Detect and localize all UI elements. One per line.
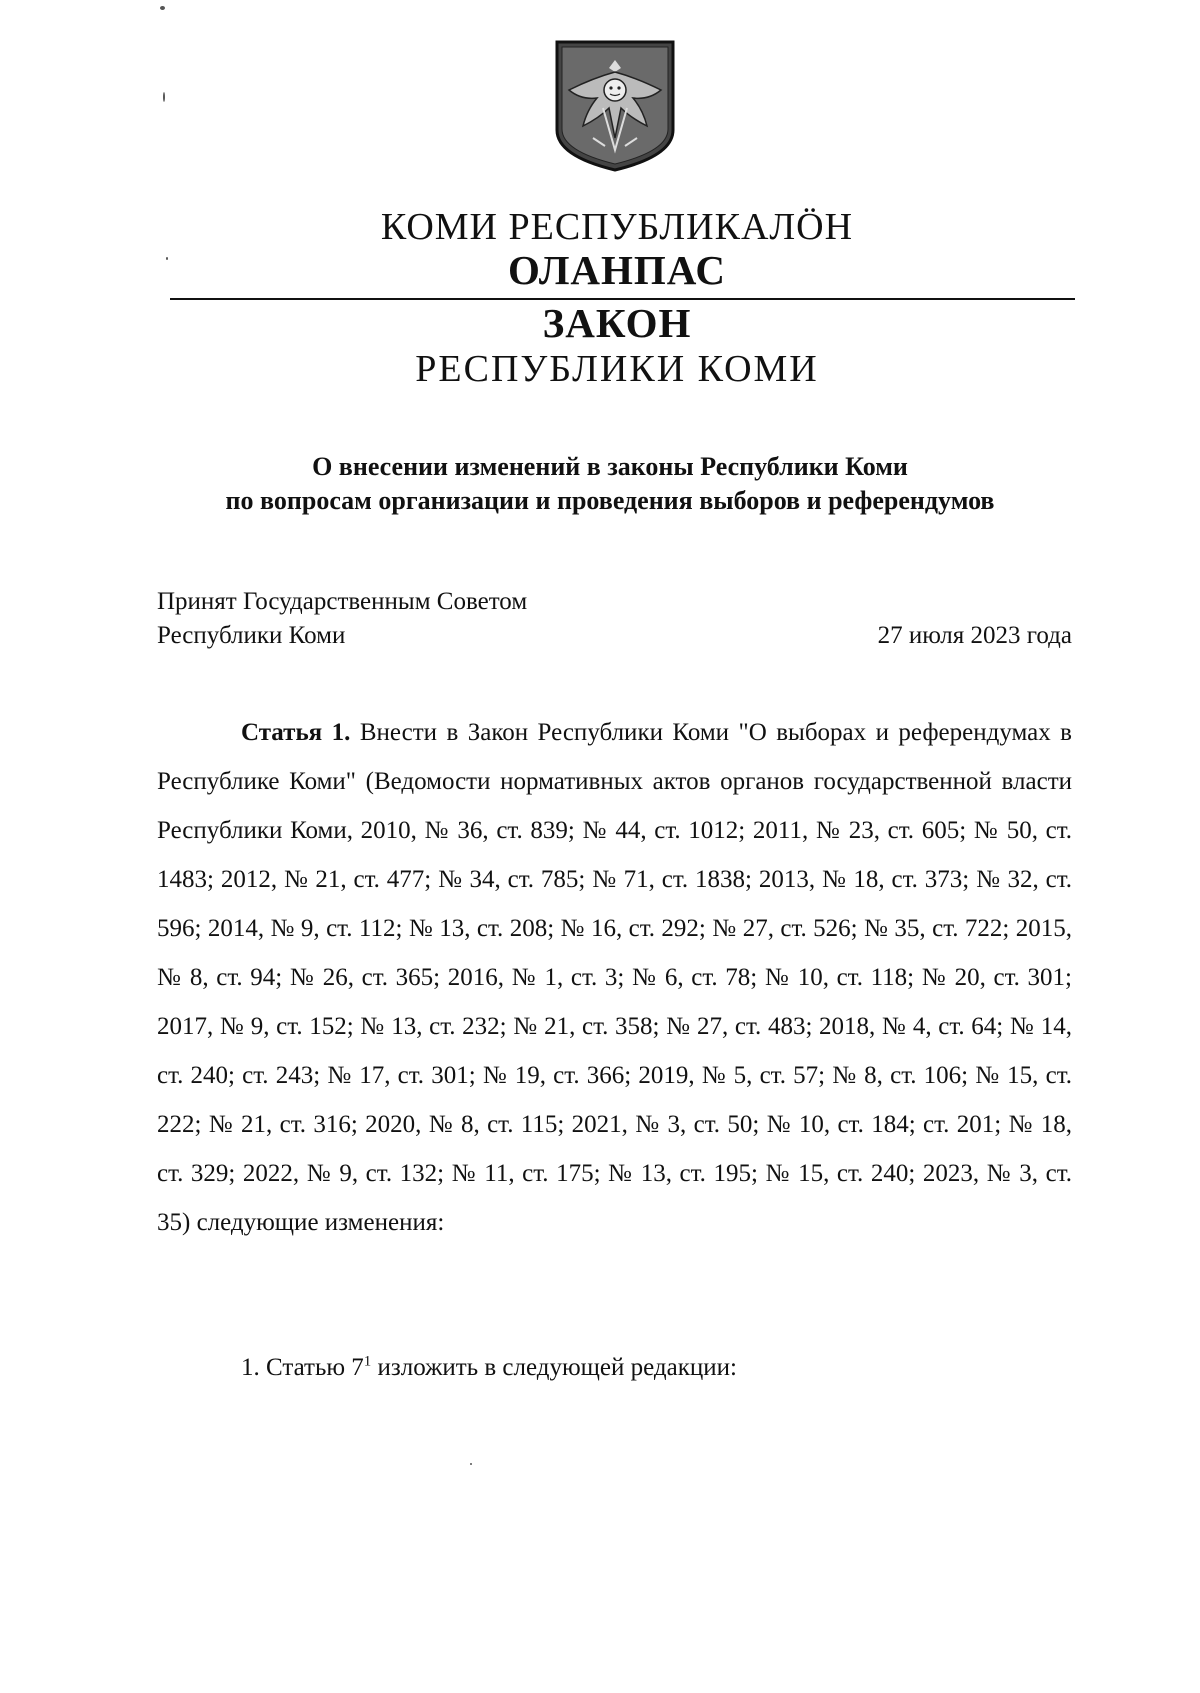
item-1-superscript: 1 (363, 1353, 372, 1370)
article-label: Статья 1. (241, 719, 351, 746)
scan-speck (166, 257, 168, 260)
adoption-date: 27 июля 2023 года (877, 622, 1072, 649)
article-1-paragraph (157, 708, 1072, 1247)
document-title-line2: по вопросам организации и проведения выборов и референдумов (225, 486, 995, 515)
adoption-info (157, 585, 527, 653)
adoption-line1: Принят Государственным Советом (157, 588, 528, 615)
scan-speck (160, 6, 165, 10)
document-title-line1: О внесении изменений в законы Республики Коми (312, 452, 908, 481)
komi-republic-title: КОМИ РЕСПУБЛИКАЛÖН (380, 206, 854, 248)
item-1-prefix: 1. Статью 7 (241, 1354, 364, 1381)
komi-law-title: ОЛАНПАС (508, 247, 726, 293)
article-text: Внести в Закон Республики Коми "О выборах и референдумах в Республике Коми" (Ведомости нормативных актов органов государственной власти Республики Коми, 2010, № 36, ст. 839; № 44, ст. 1012; 2011, № 23, ст. 605; № 50, ст. 1483; 2012, № 21, ст. 477; № 34, ст. 785; № 71, ст. 1838; 2013, № 18, ст. 373; № 32, ст. 596; 2014, № 9, ст. 112; № 13, ст. 208; № 16, ст. 292; № 27, ст. 526; № 35, ст. 722; 2015, № 8, ст. 94; № 26, ст. 365; 2016, № 1, ст. 3; № 6, ст. 78; № 10, ст. 118; № 20, ст. 301; 2017, № 9, ст. 152; № 13, ст. 232; № 21, ст. 358; № 27, ст. 483; 2018, № 4, ст. 64; № 14, ст. 240; ст. 243; № 17, ст. 301; № 19, ст. 366; 2019, № 5, ст. 57; № 8, ст. 106; № 15, ст. 222; № 21, ст. 316; 2020, № 8, ст. 115; 2021, № 3, ст. 50; № 10, ст. 184; ст. 201; № 18, ст. 329; 2022, № 9, ст. 132; № 11, ст. 175; № 13, ст. 195; № 15, ст. 240; 2023, № 3, ст. 35) следующие изменения: (157, 719, 1072, 1236)
article-item-1 (241, 1343, 737, 1392)
adoption-line2: Республики Коми (157, 622, 346, 649)
russian-republic-title: РЕСПУБЛИКИ КОМИ (415, 348, 819, 390)
russian-law-title: ЗАКОН (542, 300, 692, 346)
scan-speck (163, 92, 165, 102)
komi-coat-of-arms-icon (553, 38, 677, 174)
item-1-suffix: изложить в следующей редакции: (371, 1354, 737, 1381)
scan-speck (470, 1463, 472, 1465)
